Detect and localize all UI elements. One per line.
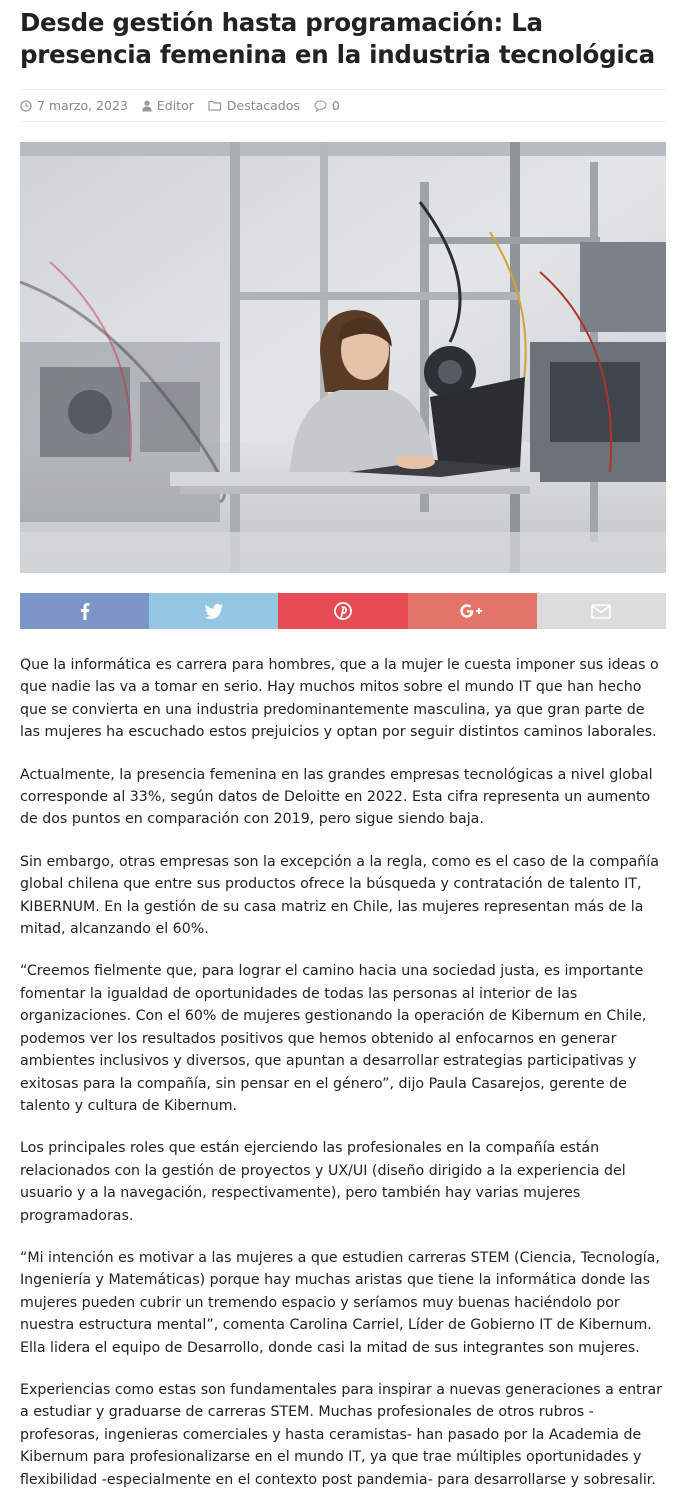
share-twitter-button[interactable]: [149, 593, 278, 629]
google-plus-icon: [459, 603, 485, 619]
article-body: [20, 654, 666, 1511]
article-paragraph: Sin embargo, otras empresas son la excepción a la regla, como es el caso de la compañía global chilena que entre sus productos ofrece la búsqueda y contratación de talento IT, KIBERNUM. En la gestión de su casa matriz en Chile, las mujeres representan más de la mitad, alcanzando el 60%.: [20, 853, 659, 938]
facebook-icon: [80, 602, 90, 620]
meta-author-text: Editor: [156, 98, 194, 113]
clock-icon: [20, 100, 32, 112]
share-pinterest-button[interactable]: [278, 593, 407, 629]
article-paragraph: Los principales roles que están ejerciendo las profesionales en la compañía están relacionados con la gestión de proyectos y UX/UI (diseño dirigido a la experiencia del usuario y a la navegación, respectivamente), pero también hay varias mujeres programadoras.: [20, 1140, 626, 1224]
meta-category-text: Destacados: [226, 98, 300, 113]
folder-icon: [208, 100, 222, 111]
meta-category[interactable]: [208, 98, 300, 113]
meta-date-text: 7 marzo, 2023: [37, 98, 128, 113]
meta-date[interactable]: [20, 98, 128, 113]
envelope-icon: [591, 604, 611, 619]
share-email-button[interactable]: [537, 593, 666, 629]
meta-comments[interactable]: [314, 98, 340, 113]
share-facebook-button[interactable]: [20, 593, 149, 629]
article-paragraph: Actualmente, la presencia femenina en las grandes empresas tecnológicas a nivel global corresponde al 33%, según datos de Deloitte en 2022. Esta cifra representa un aumento de dos puntos en comparación con 2019, pero sigue siendo baja.: [20, 766, 653, 828]
pinterest-icon: [334, 602, 352, 620]
twitter-icon: [205, 604, 223, 619]
comment-icon: [314, 100, 327, 112]
article-paragraph: Experiencias como estas son fundamentales para inspirar a nuevas generaciones a entrar a estudiar y graduarse de carreras STEM. Muchas profesionales de otros rubros -profesoras, ingenieras comerciales y hasta ceramistas- han pasado por la Academia de Kibernum para profesionalizarse en el mundo IT, ya que trae múltiples oportunidades y flexibilidad -especialmente en el contexto post pandemia- para desarrollarse y sobresalir.: [20, 1381, 662, 1488]
hero-photo: [20, 142, 666, 573]
article-meta: [20, 89, 666, 122]
meta-comments-count: 0: [331, 98, 340, 113]
user-icon: [142, 100, 152, 112]
article-paragraph: Que la informática es carrera para hombres, que a la mujer le cuesta imponer sus ideas o que nadie las va a tomar en serio. Hay muchos mitos sobre el mundo IT que han hecho que se convierta en una industria predominantemente masculina, ya que gran parte de las mujeres ha escuchado estos prejuicios y optan por seguir distintos caminos laborales.: [20, 657, 659, 741]
article-title: Desde gestión hasta programación: La presencia femenina en la industria tecnológica: [20, 8, 655, 69]
article-paragraph: “Mi intención es motivar a las mujeres a que estudien carreras STEM (Ciencia, Tecnología, Ingeniería y Matemáticas) porque hay muchas aristas que tiene la informática donde las mujeres pueden cubrir un tremendo espacio y seríamos muy buenas haciéndolo por nuestra estructura mental”, comenta Carolina Carriel, Líder de Gobierno IT de Kibernum. Ella lidera el equipo de Desarrollo, donde casi la mitad de sus integrantes son mujeres.: [20, 1249, 660, 1356]
hero-image: [20, 142, 666, 573]
article-paragraph: “Creemos fielmente que, para lograr el camino hacia una sociedad justa, es importante fomentar la igualdad de oportunidades de todas las personas al interior de las organizaciones. Con el 60% de mujeres gestionando la operación de Kibernum en Chile, podemos ver los resultados positivos que hemos obtenido al enfocarnos en generar ambientes inclusivos y diversos, que apuntan a desarrollar estrategias participativas y exitosas para la compañía, sin pensar en el género”, dijo Paula Casarejos, gerente de talento y cultura de Kibernum.: [20, 963, 647, 1114]
share-google-plus-button[interactable]: [408, 593, 537, 629]
share-bar: [20, 593, 666, 629]
meta-author[interactable]: [142, 98, 194, 113]
